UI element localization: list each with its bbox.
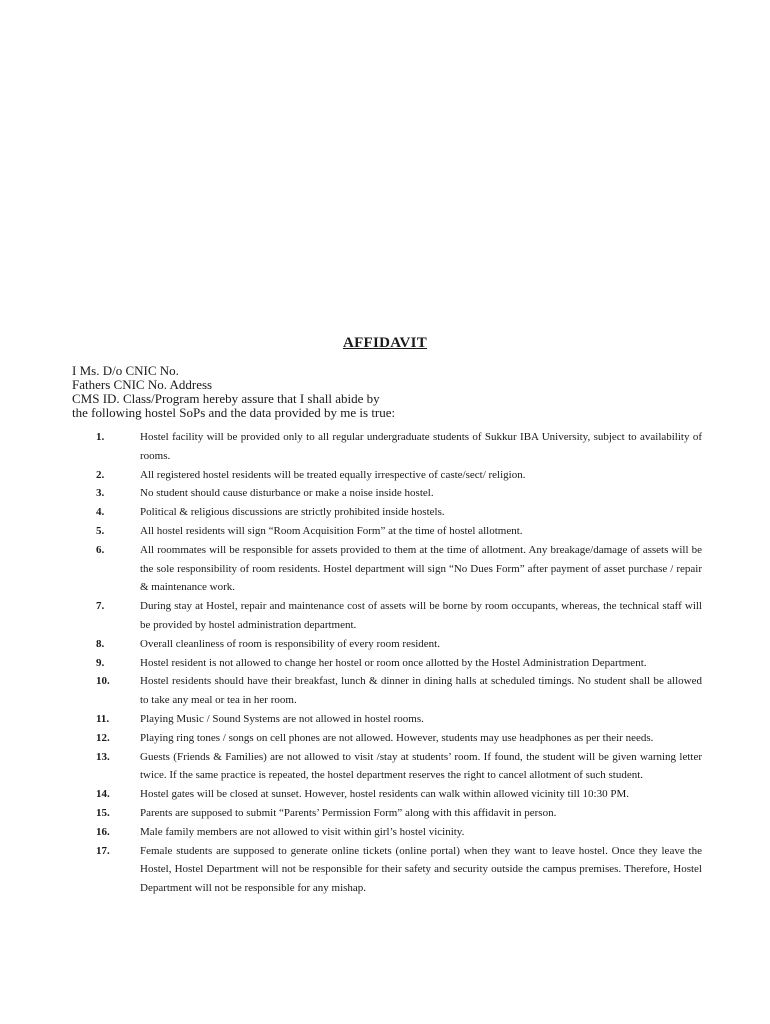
rule-text: All roommates will be responsible for assets provided to them at the time of allotment. Any breakage/damage of assets will be the sole responsibility of room residents. Hostel department will sign “No Dues Form” after payment of asset purchase / repair & maintenance work.	[140, 543, 702, 594]
class-label: Class/Program	[122, 391, 200, 406]
rule-item	[72, 842, 702, 898]
rule-number: 7.	[96, 600, 105, 613]
rule-number: 6.	[96, 543, 105, 556]
rule-item	[72, 503, 702, 522]
rule-text: Hostel residents should have their breakfast, lunch & dinner in dining halls at scheduled timings. No student shall be allowed to take any meal or tea in her room.	[140, 675, 702, 707]
rule-number: 17.	[96, 844, 110, 857]
rule-number: 1.	[96, 431, 105, 443]
rule-item	[72, 522, 702, 541]
form-line-name	[72, 364, 700, 378]
rule-item	[72, 541, 702, 597]
hostel-rules-list	[72, 428, 702, 898]
rule-number: 8.	[96, 637, 105, 650]
rule-item	[72, 635, 702, 654]
rule-item	[72, 823, 702, 842]
rule-number: 13.	[96, 750, 110, 763]
rule-text: Male family members are not allowed to visit within girl’s hostel vicinity.	[140, 825, 465, 838]
rule-item	[72, 804, 702, 823]
rule-text: Playing ring tones / songs on cell phones are not allowed. However, students may use headphones as per their needs.	[140, 731, 654, 744]
rule-item	[72, 710, 702, 729]
form-line-cms	[72, 392, 700, 406]
rule-item	[72, 748, 702, 786]
rule-text: Hostel facility will be provided only to all regular undergraduate students of Sukkur IBA University, subject to availability of rooms.	[140, 431, 702, 462]
rule-number: 3.	[96, 487, 105, 500]
rule-number: 9.	[96, 656, 105, 669]
do-label: D/o	[102, 363, 123, 378]
assure-text: hereby assure that I shall abide by	[202, 391, 380, 406]
continuation-text: the following hostel SoPs and the data provided by me is true:	[72, 405, 396, 420]
rule-text: All hostel residents will sign “Room Acquisition Form” at the time of hostel allotment.	[140, 524, 523, 537]
rule-item	[72, 729, 702, 748]
rule-text: Hostel gates will be closed at sunset. However, hostel residents can walk within allowed vicinity till 10:30 PM.	[140, 788, 629, 801]
form-line-continuation	[72, 406, 700, 420]
rule-item	[72, 785, 702, 804]
cms-label: CMS ID.	[72, 391, 120, 406]
rule-text: Hostel resident is not allowed to change her hostel or room once allotted by the Hostel Administration Department.	[140, 656, 647, 669]
rule-item	[72, 672, 702, 710]
rule-item	[72, 654, 702, 673]
rule-text: Political & religious discussions are strictly prohibited inside hostels.	[140, 506, 445, 519]
rule-item	[72, 484, 702, 503]
rule-text: Guests (Friends & Families) are not allowed to visit /stay at students’ room. If found, the student will be given warning letter twice. If the same practice is repeated, the hostel department reserves the right to cancel allotment of such student.	[140, 750, 702, 782]
rule-text: Playing Music / Sound Systems are not allowed in hostel rooms.	[140, 712, 424, 725]
form-line-father-cnic	[72, 378, 700, 392]
rule-number: 15.	[96, 806, 110, 819]
cnic-label: CNIC No.	[125, 363, 179, 378]
rule-text: Parents are supposed to submit “Parents’ Permission Form” along with this affidavit in person.	[140, 806, 557, 819]
rule-number: 14.	[96, 788, 110, 801]
rule-number: 5.	[96, 524, 105, 537]
rule-text: Female students are supposed to generate online tickets (online portal) when they want to leave hostel. Once they leave the Hostel, Hostel Department will not be responsible for their safety and security outside the campus premises. Therefore, Hostel Department will not be responsible for any mishap.	[140, 844, 702, 895]
rule-text: Overall cleanliness of room is responsibility of every room resident.	[140, 637, 440, 650]
rule-number: 12.	[96, 731, 110, 744]
rule-number: 16.	[96, 825, 110, 838]
rule-text: During stay at Hostel, repair and maintenance cost of assets will be borne by room occupants, whereas, the technical staff will be provided by hostel administration department.	[140, 600, 702, 631]
rule-number: 10.	[96, 675, 110, 688]
rule-text: No student should cause disturbance or make a noise inside hostel.	[140, 487, 434, 500]
rule-number: 4.	[96, 506, 105, 519]
rule-number: 2.	[96, 468, 105, 481]
rule-number: 11.	[96, 712, 110, 725]
address-label: Address	[169, 377, 213, 392]
rule-item	[72, 428, 702, 466]
prefix-label: I Ms.	[72, 363, 100, 378]
fathers-cnic-label: Fathers CNIC No.	[72, 377, 167, 392]
rule-text: All registered hostel residents will be treated equally irrespective of caste/sect/ religion.	[140, 468, 526, 481]
rule-item	[72, 597, 702, 635]
document-title: AFFIDAVIT	[342, 335, 428, 351]
rule-item	[72, 466, 702, 485]
